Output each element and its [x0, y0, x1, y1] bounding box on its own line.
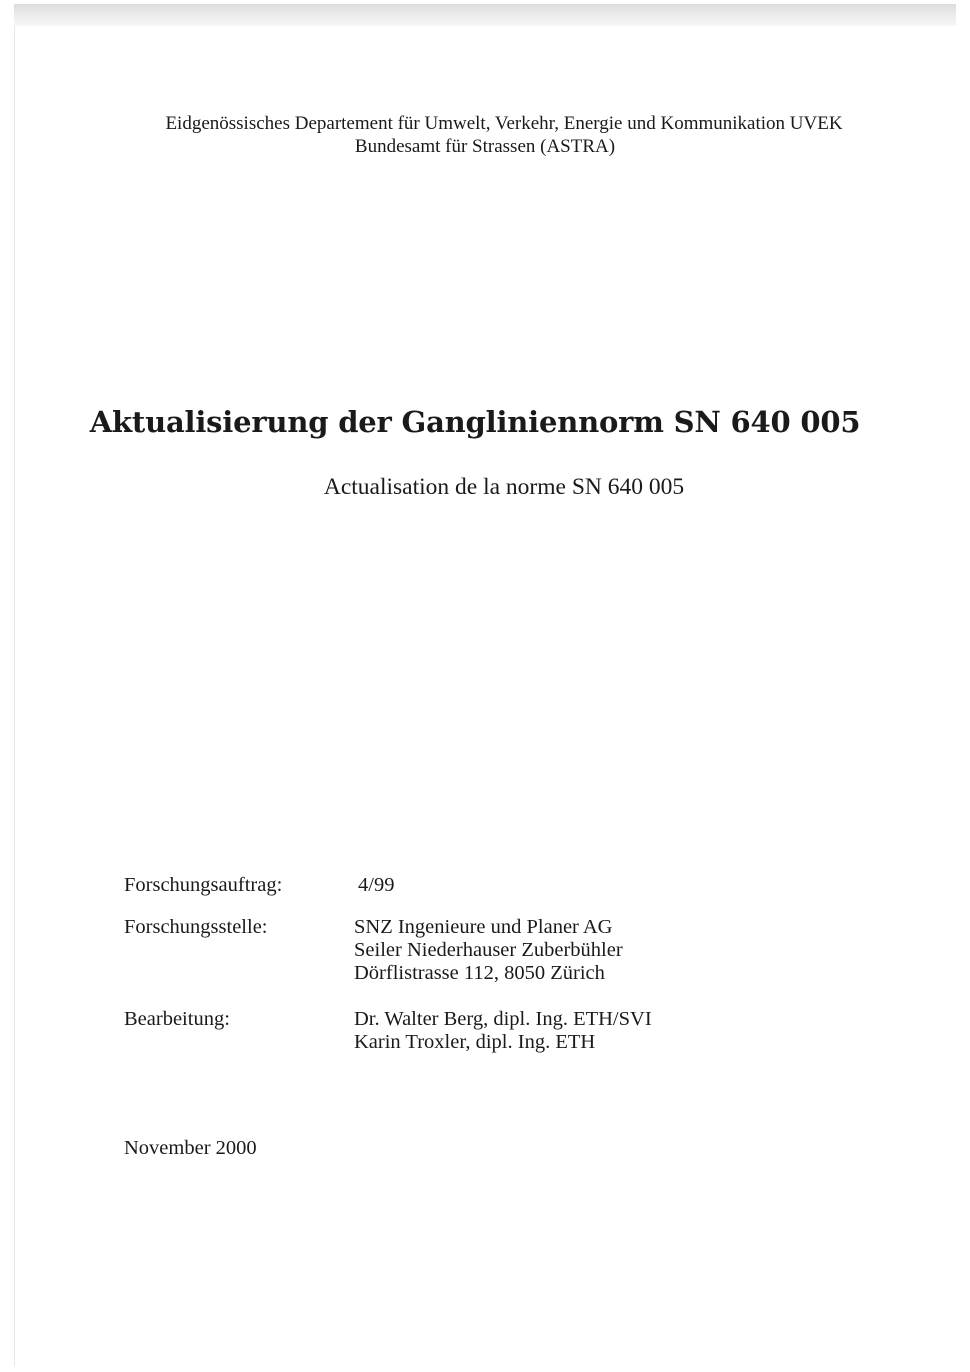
auftrag-number: 4/99 [358, 874, 395, 896]
scan-edge-top [14, 4, 956, 26]
office-name: Bundesamt für Strassen (ASTRA) [354, 136, 616, 157]
department-name: Eidgenössisches Departement für Umwelt, Verkehr, Energie und Kommunikation UVEK [165, 113, 843, 134]
scan-edge-left [14, 26, 15, 1366]
publication-date: November 2000 [124, 1137, 257, 1159]
info-value [354, 874, 394, 897]
stelle-line: Seiler Niederhauser Zuberbühler [354, 939, 623, 961]
info-label: Bearbeitung: [124, 1008, 230, 1030]
info-row-auftrag [124, 874, 652, 897]
stelle-line: SNZ Ingenieure und Planer AG [354, 916, 613, 938]
bearbeitung-line: Karin Troxler, dipl. Ing. ETH [354, 1031, 596, 1053]
info-label: Forschungsauftrag: [124, 874, 283, 896]
info-row-stelle [124, 916, 652, 985]
bearbeitung-line: Dr. Walter Berg, dipl. Ing. ETH/SVI [354, 1008, 652, 1030]
document-subtitle: Actualisation de la norme SN 640 005 [323, 474, 685, 500]
info-label: Forschungsstelle: [124, 916, 268, 938]
document-title: Aktualisierung der Gangliniennorm SN 640 005 [89, 405, 861, 439]
info-value [354, 1008, 652, 1054]
info-block [124, 874, 652, 1073]
stelle-line: Dörflistrasse 112, 8050 Zürich [354, 962, 605, 984]
issuing-authority [0, 112, 970, 158]
info-row-bearbeitung [124, 1008, 652, 1054]
info-value [354, 916, 623, 985]
